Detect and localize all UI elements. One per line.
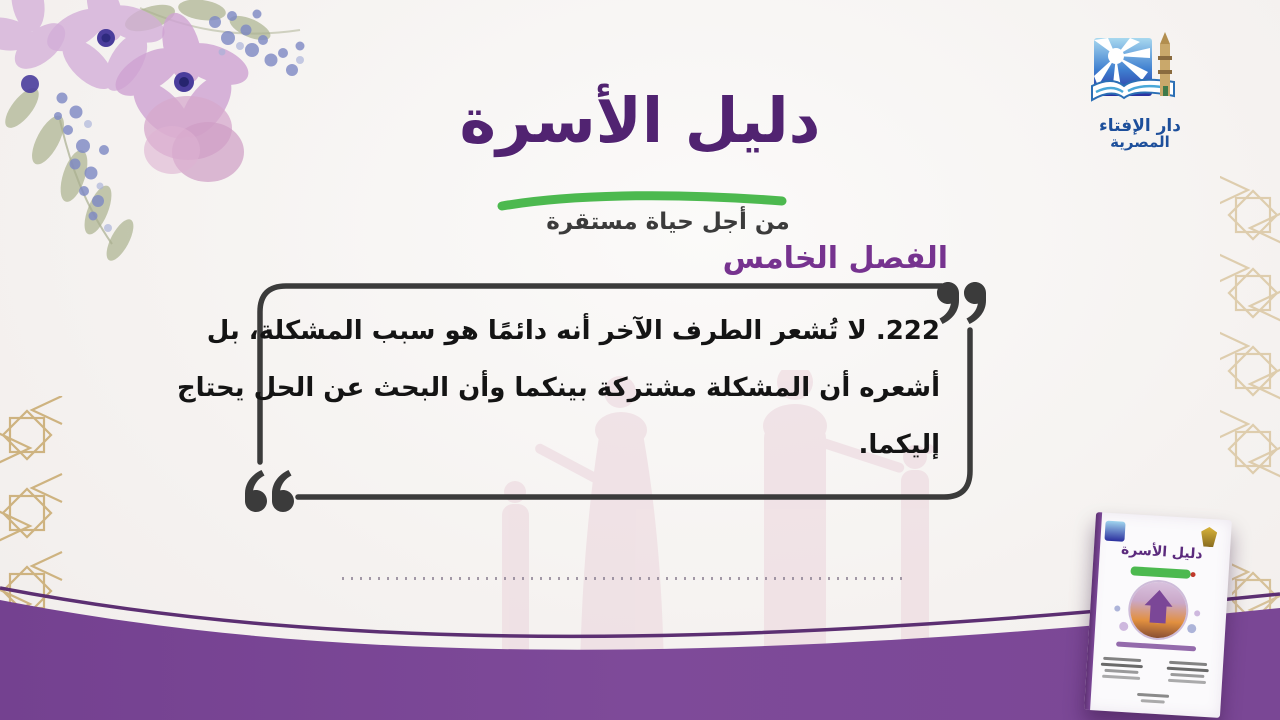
gold-ornament-right [1220,176,1280,486]
quote-open-icon [245,470,294,512]
flower-dot [1114,605,1120,611]
logo-text-line1: دار الإفتاء [1099,116,1181,136]
book-cover-photo [1129,580,1188,639]
book-title: دليل الأسرة [1120,541,1204,563]
dar-al-ifta-logo [1078,30,1202,168]
quote-close-icon [937,282,986,324]
book-house-icon-body [1150,605,1167,624]
book-cover [1084,512,1232,718]
quote-text [176,303,940,474]
flower-dot [1119,622,1129,632]
book-tagline-band [1130,566,1190,579]
quote-line: أشعره أن المشكلة مشتركة بينكما وأن البحث عن الحل يحتاج [176,373,940,403]
flower-dot [1194,610,1200,616]
book-subtitle-line [1116,642,1196,652]
flowers-illustration [0,0,312,262]
chapter-heading: الفصل الخامس [722,241,948,276]
book-author-lines [1096,512,1232,520]
book-eagle-icon [1200,526,1217,547]
logo-text [1078,118,1202,151]
subtitle: من أجل حياة مستقرة [546,209,790,235]
book-logo-icon [1104,521,1125,542]
quote-line: 222. لا تُشعر الطرف الآخر أنه دائمًا هو سبب المشكلة، بل [206,316,940,346]
page-title: دليل الأسرة [459,84,821,157]
flower-dot [1187,624,1197,634]
sun-book-minaret-icon [1078,30,1202,122]
quote-line: إليكما. [858,430,940,460]
logo-text-line2: المصرية [1110,133,1170,152]
